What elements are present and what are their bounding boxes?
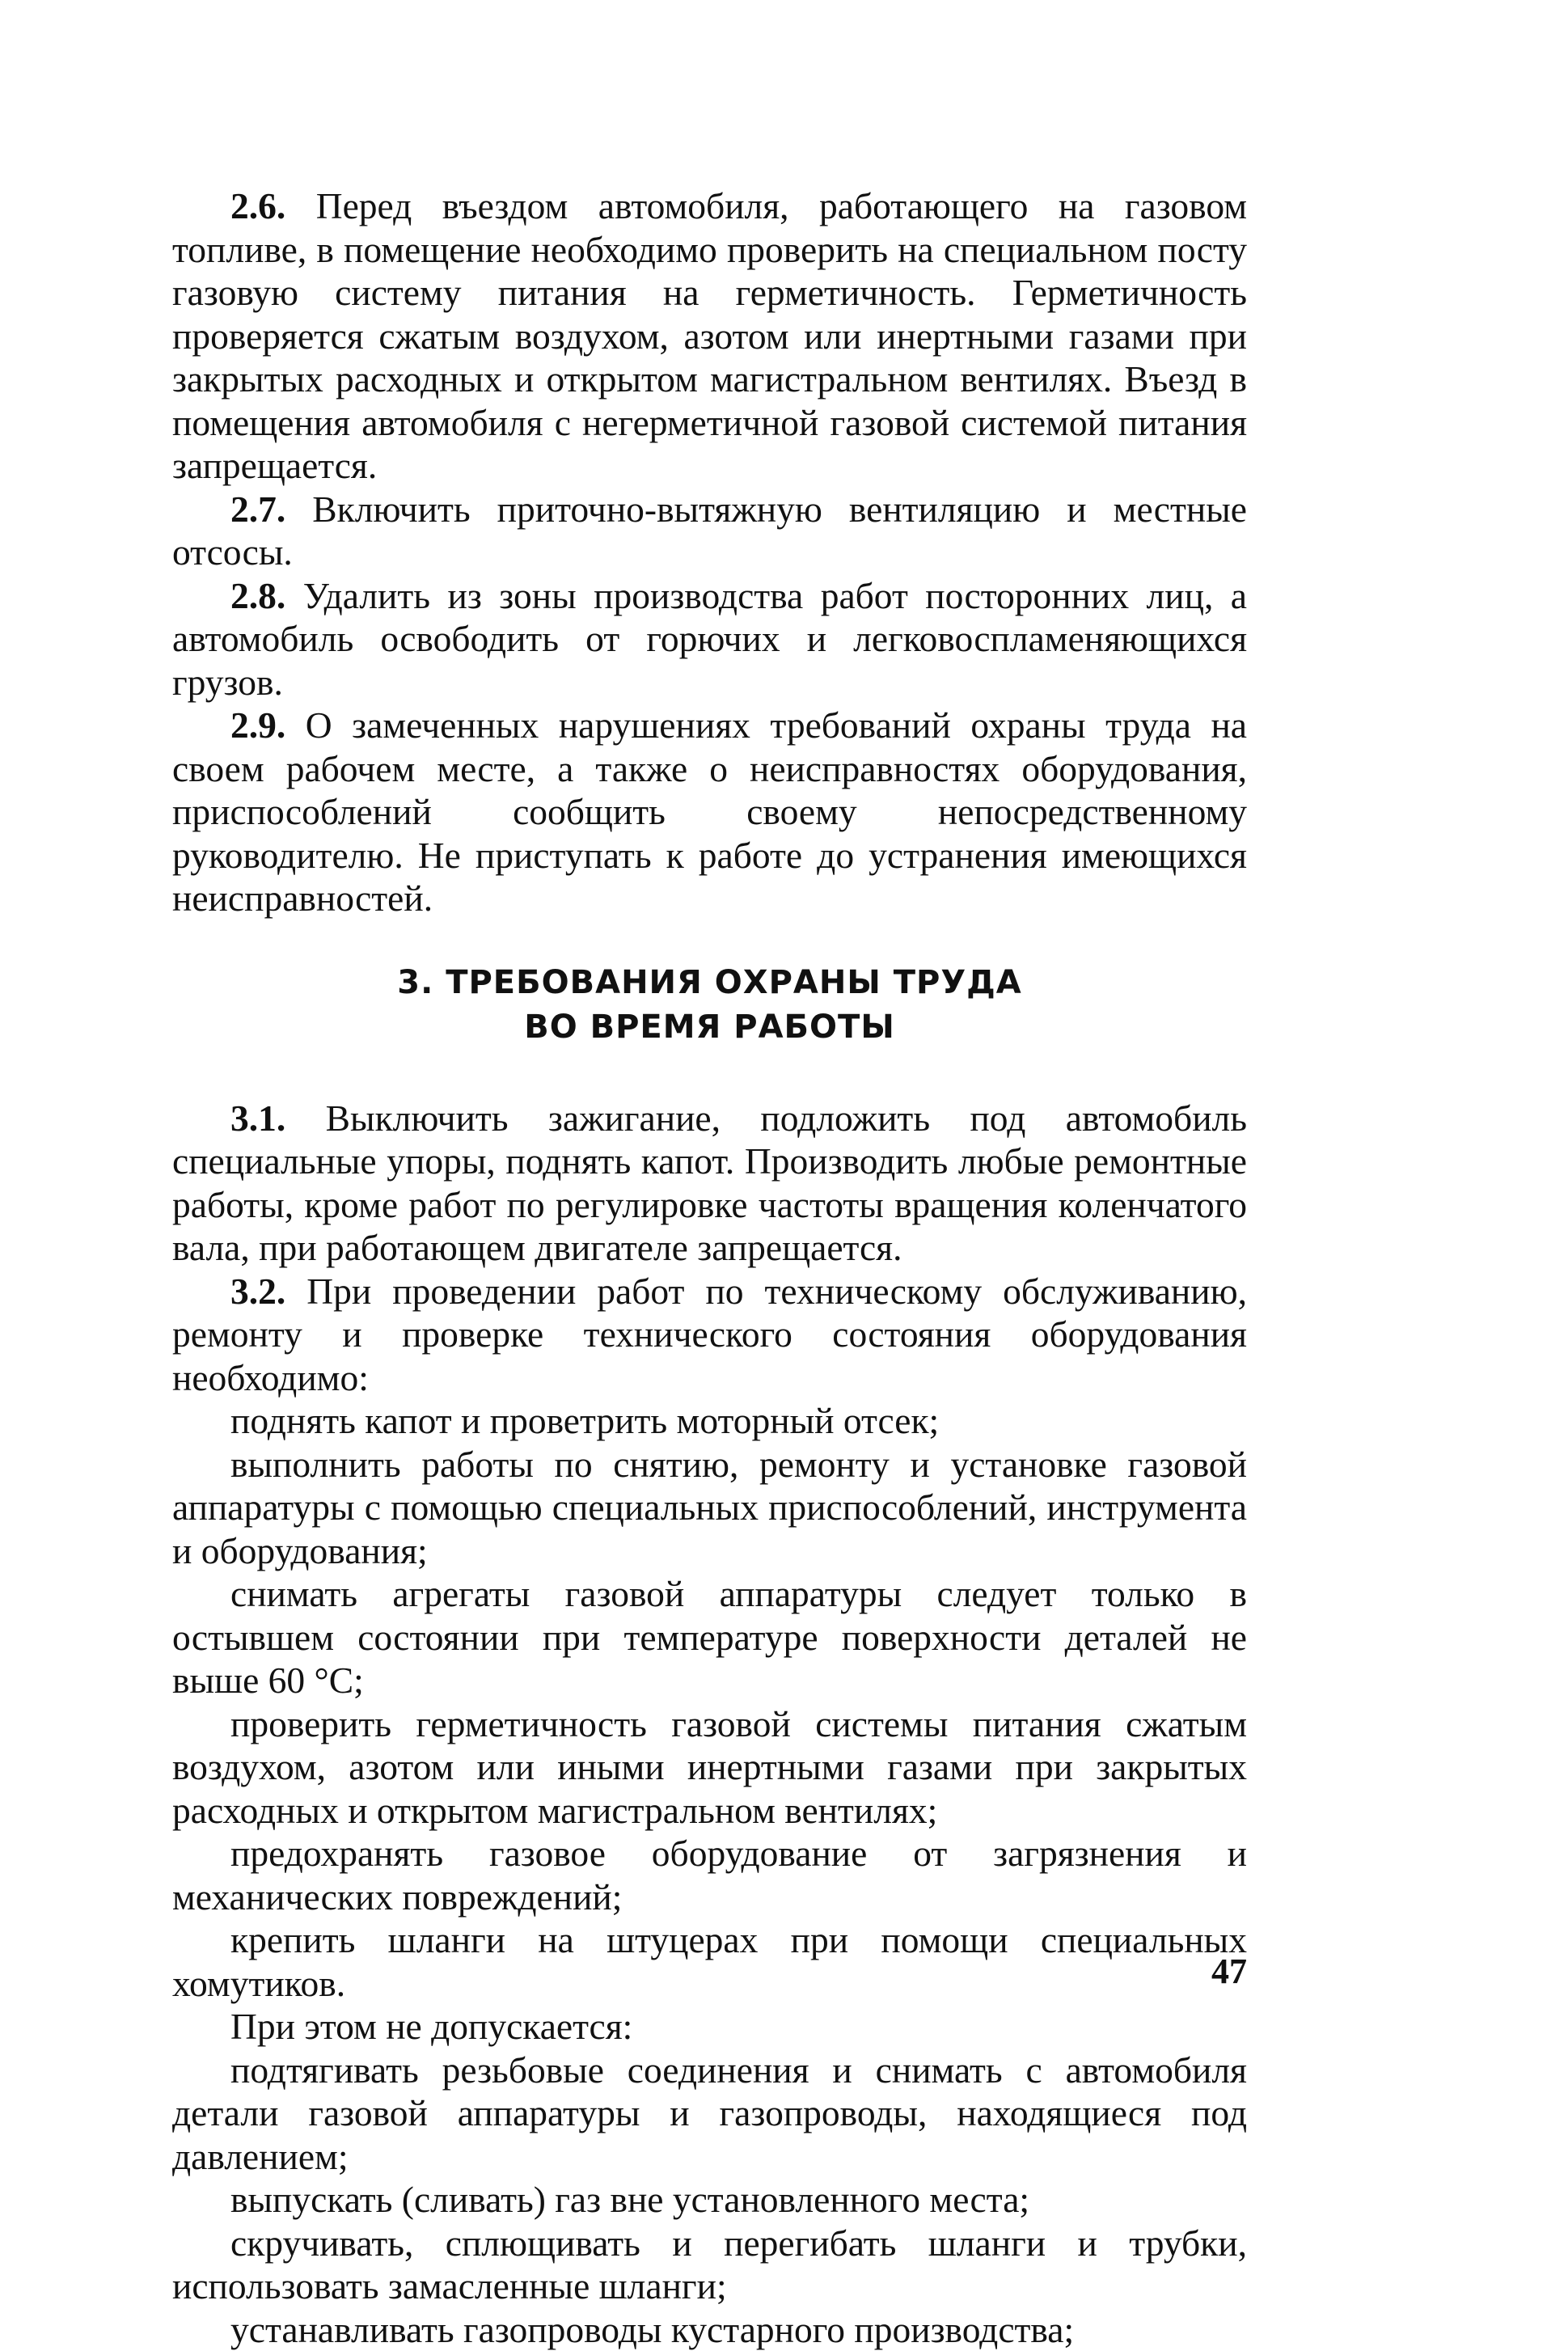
- paragraph-number: 2.7.: [230, 488, 285, 530]
- list-item: скручивать, сплющивать и перегибать шланги и трубки, использовать замасленные шланги;: [172, 2222, 1247, 2308]
- list-item: снимать агрегаты газовой аппаратуры следует только в остывшем состоянии при температуре поверхности деталей не выше 60 °С;: [172, 1572, 1247, 1702]
- list-item: поднять капот и проветрить моторный отсек;: [172, 1399, 1247, 1443]
- page-number: 47: [1182, 1951, 1247, 1992]
- list-item: выпускать (сливать) газ вне установленного места;: [172, 2178, 1247, 2222]
- paragraph-number: 2.8.: [230, 575, 285, 616]
- paragraph-text: О замеченных нарушениях требований охраны труда на своем рабочем месте, а также о неисправностях оборудования, приспособлений сообщить своему непосредственному руководителю. Не приступать к работе до устранения имеющихся неисправностей.: [172, 704, 1247, 919]
- list-item: проверить герметичность газовой системы питания сжатым воздухом, азотом или иными инертными газами при закрытых расходных и открытом магистральном вентилях;: [172, 1702, 1247, 1833]
- paragraph-number: 3.2.: [230, 1271, 285, 1312]
- paragraph-3-1: [172, 1097, 1247, 1270]
- paragraph-number: 2.9.: [230, 704, 285, 746]
- paragraph-number: 3.1.: [230, 1097, 285, 1139]
- section-title: [172, 920, 1247, 1097]
- paragraph-2-9: [172, 704, 1247, 920]
- paragraph-text: Выключить зажигание, подложить под автомобиль специальные упоры, поднять капот. Производить любые ремонтные работы, кроме работ по регулировке частоты вращения коленчатого вала, при работающем двигателе запрещается.: [172, 1097, 1247, 1269]
- paragraph-2-7: [172, 488, 1247, 574]
- list-item: крепить шланги на штуцерах при помощи специальных хомутиков.: [172, 1918, 1247, 2005]
- paragraph-number: 2.6.: [230, 185, 285, 226]
- list-item: подтягивать резьбовые соединения и снимать с автомобиля детали газовой аппаратуры и газопроводы, находящиеся под давлением;: [172, 2049, 1247, 2179]
- page-body: [172, 184, 1247, 2351]
- section-title-line-1: 3. ТРЕБОВАНИЯ ОХРАНЫ ТРУДА: [172, 961, 1247, 1005]
- list-item: предохранять газовое оборудование от загрязнения и механических повреждений;: [172, 1832, 1247, 1918]
- paragraph-2-6: [172, 184, 1247, 488]
- list-item: выполнить работы по снятию, ремонту и установке газовой аппаратуры с помощью специальных приспособлений, инструмента и оборудования;: [172, 1443, 1247, 1573]
- list-item: устанавливать газопроводы кустарного производства;: [172, 2308, 1247, 2351]
- paragraph-2-8: [172, 574, 1247, 704]
- paragraph-text: Перед въездом автомобиля, работающего на газовом топливе, в помещение необходимо проверить на специальном посту газовую систему питания на герметичность. Герметичность проверяется сжатым воздухом, азотом или инертными газами при закрытых расходных и открытом магистральном вентилях. Въезд в помещения автомобиля с негерметичной газовой системой питания запрещается.: [172, 185, 1247, 486]
- paragraph-text: Включить приточно-вытяжную вентиляцию и местные отсосы.: [172, 488, 1247, 573]
- paragraph-3-2: [172, 1270, 1247, 1400]
- list-item: При этом не допускается:: [172, 2005, 1247, 2049]
- paragraph-text: При проведении работ по техническому обслуживанию, ремонту и проверке технического состояния оборудования необходимо:: [172, 1271, 1247, 1398]
- paragraph-text: Удалить из зоны производства работ посторонних лиц, а автомобиль освободить от горючих и легковоспламеняющихся грузов.: [172, 575, 1247, 703]
- section-title-line-2: ВО ВРЕМЯ РАБОТЫ: [172, 1005, 1247, 1050]
